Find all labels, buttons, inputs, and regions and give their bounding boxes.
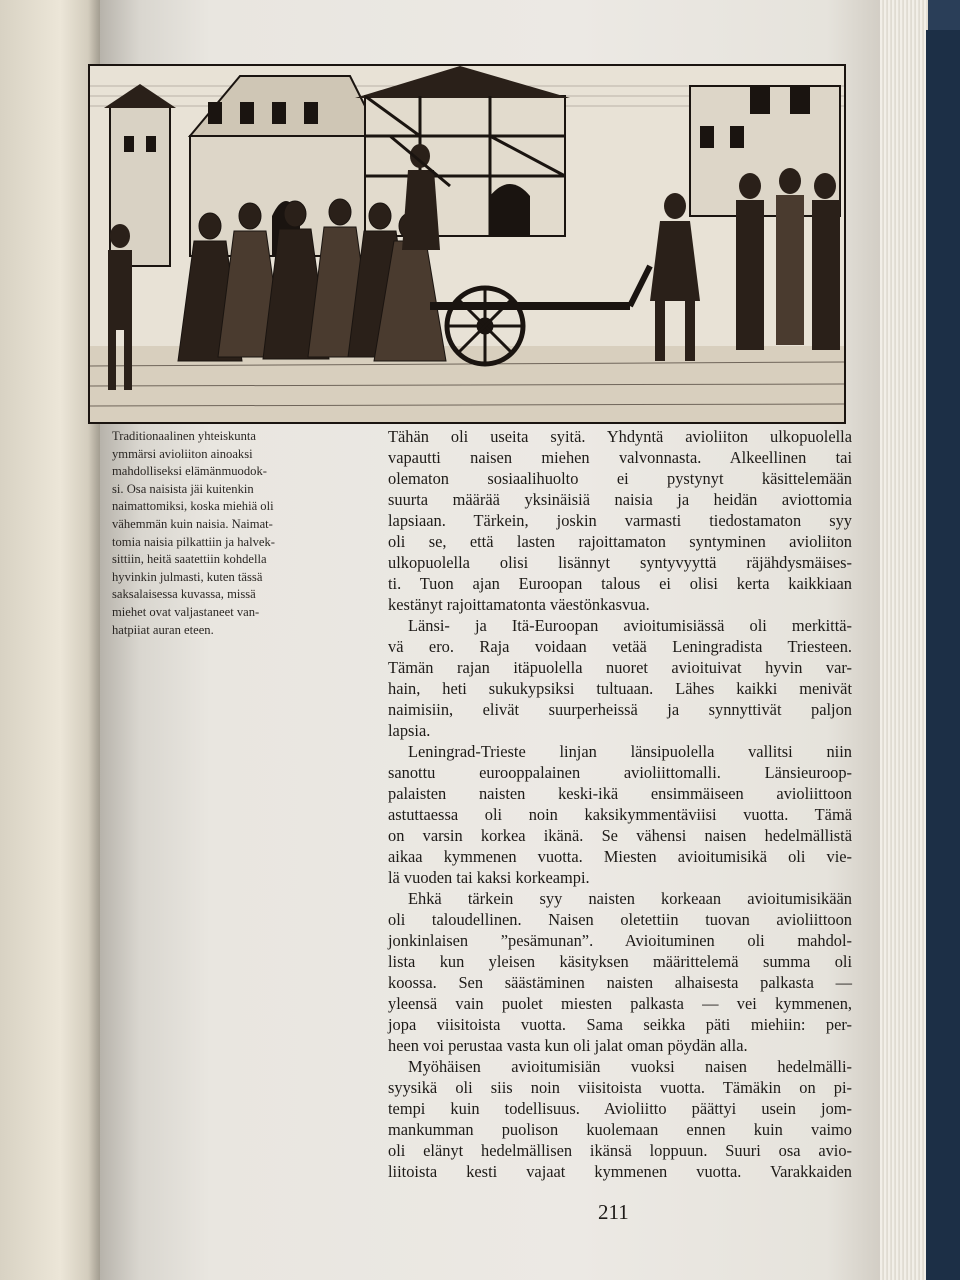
caption-line: hyvinkin julmasti, kuten tässä (112, 569, 263, 584)
text-line: jonkinlaisen ”pesämunan”. Avioituminen oli mahdol- (388, 931, 852, 950)
text-line: ulkopuolella olisi lisännyt syntyvyyttä räjähdysmäises- (388, 553, 852, 572)
page-edges (880, 0, 928, 1280)
caption-line: Traditionaalinen yhteiskunta (112, 429, 256, 443)
text-line: lä vuoden tai kaksi korkeampi. (388, 868, 590, 887)
text-line: olematon sosiaalihuolto ei pystynyt käsittelemään (388, 469, 852, 488)
text-line: Myöhäisen avioitumisiän vuoksi naisen hedelmälli- (408, 1057, 852, 1076)
caption-line: hatpiiat auran eteen. (112, 622, 214, 637)
paragraph (388, 426, 852, 615)
text-line: vä ero. Raja voidaan vetää Leningradista Triesteen. (388, 637, 852, 656)
text-line: syysikä oli siis noin viisitoista vuotta. Tämäkin on pi- (388, 1078, 852, 1097)
text-line: Tämän rajan itäpuolella nuoret avioituivat hyvin var- (388, 658, 852, 677)
text-line: oli se, että lasten rajoittamaton syntyminen avioliiton (388, 532, 852, 551)
text-line: lapsiaan. Tärkein, joskin varmasti tiedostamaton syy (388, 511, 852, 530)
text-line: sanottu eurooppalainen avioliittomalli. Länsieuroop- (388, 763, 852, 782)
text-line: koossa. Sen säästäminen naisten alhaisesta palkasta — (388, 973, 852, 992)
figure-caption (112, 428, 320, 639)
text-line: oli taloudellinen. Naisen oletettiin tuovan avioliittoon (388, 910, 852, 929)
text-line: suurta määrää yksinäisiä naisia ja heidän aviottomia (388, 490, 852, 509)
text-line: lapsia. (388, 721, 431, 740)
body-text (388, 426, 852, 1182)
text-line: astuttaessa oli noin kaksikymmentäviisi vuotta. Tämä (388, 805, 852, 824)
caption-line: sittiin, heitä saatettiin kohdella (112, 552, 267, 567)
text-line: jopa viisitoista vuotta. Sama seikka päti miehiin: per- (388, 1015, 852, 1034)
text-line: lista kun yleisen käsityksen määrittelemä summa oli (388, 952, 852, 971)
caption-line: ymmärsi avioliiton ainoaksi (112, 446, 253, 461)
text-line: Tähän oli useita syitä. Yhdyntä avioliiton ulkopuolella (388, 427, 852, 446)
paragraph (388, 1056, 852, 1182)
paragraph (388, 741, 852, 888)
woodcut-illustration (88, 64, 846, 424)
text-line: liitoista kesti vajaat kymmenen vuotta. Varakkaiden (388, 1162, 852, 1181)
paragraph (388, 615, 852, 741)
text-line: vapautti naisen miehen valvonnasta. Alkeellinen tai (388, 448, 852, 467)
caption-line: si. Osa naisista jäi kuitenkin (112, 481, 254, 496)
text-line: aikaa kymmenen vuotta. Miesten avioitumisikä oli vie- (388, 847, 852, 866)
text-line: Ehkä tärkein syy naisten korkeaan avioitumisikään (408, 889, 852, 908)
caption-line: saksalaisessa kuvassa, missä (112, 587, 256, 602)
text-line: tempi kuin todellisuus. Avioliitto päättyi usein jom- (388, 1099, 852, 1118)
caption-line: miehet ovat valjastaneet van- (112, 604, 260, 619)
text-line: heen voi perustaa vasta kun oli jalat oman pöydän alla. (388, 1036, 748, 1055)
text-line: naimisiin, elivät suurperheissä ja synnyttivät paljon (388, 700, 852, 719)
paragraph (388, 888, 852, 1056)
caption-line: mahdolliseksi elämänmuodok- (112, 464, 267, 479)
text-line: oli elänyt hedelmällisen ikänsä loppuun. Suuri osa avio- (388, 1141, 852, 1160)
facing-page-edge (0, 0, 100, 1280)
text-line: palaisten naisten keski-ikä ensimmäiseen avioliittoon (388, 784, 852, 803)
crowd-figures (736, 168, 840, 350)
text-line: Länsi- ja Itä-Euroopan avioitumisiässä oli merkittä- (408, 616, 852, 635)
text-line: on varsin korkea ikänä. Se vähensi naisen hedelmällistä (388, 826, 852, 845)
text-line: Leningrad-Trieste linjan länsipuolella vallitsi niin (408, 742, 852, 761)
text-line: mankumman puolison kuolemaan ennen kuin vaimo (388, 1120, 852, 1139)
caption-line: naimattomiksi, koska miehiä oli (112, 499, 274, 514)
woodcut-drawing (90, 66, 844, 422)
table-background (926, 30, 960, 1280)
text-line: ti. Tuon ajan Euroopan talous ei olisi kerta kaikkiaan (388, 574, 852, 593)
text-line: hain, heti sukukypsiksi tultuaan. Lähes kaikki menivät (388, 679, 852, 698)
caption-line: tomia naisia pilkattiin ja halvek- (112, 534, 275, 549)
page-number: 211 (598, 1200, 629, 1224)
text-line: yleensä vain puolet miesten palkasta — vei kymmenen, (388, 994, 852, 1013)
right-house-drawing (690, 86, 840, 216)
text-line: kestänyt rajoittamatonta väestönkasvua. (388, 595, 650, 614)
caption-line: vähemmän kuin naisia. Naimat- (112, 516, 273, 531)
